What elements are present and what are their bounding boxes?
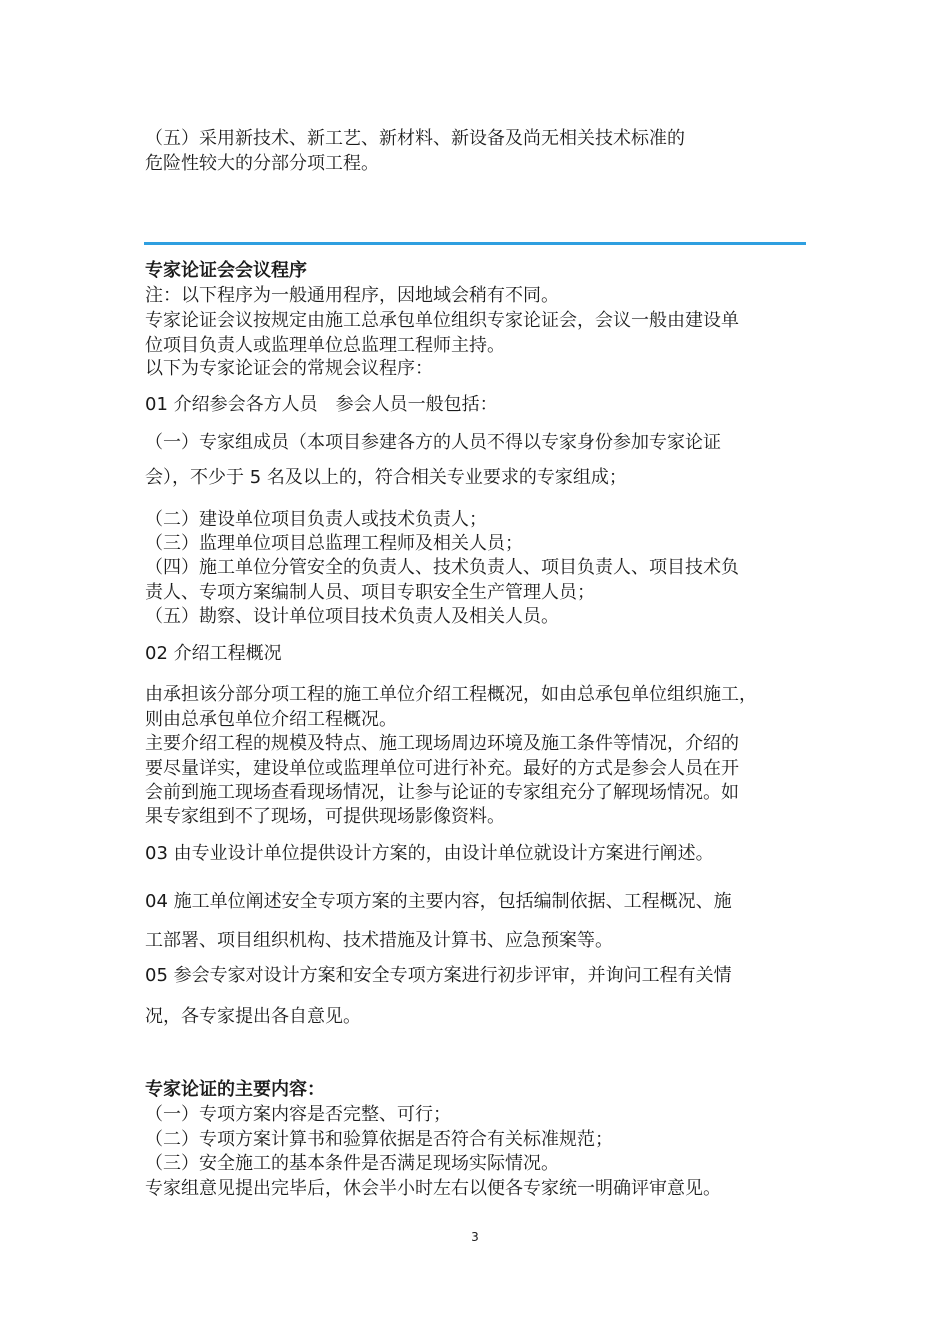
step-02-text: 主要介绍工程的规模及特点、施工现场周边环境及施工条件等情况，介绍的 [145, 733, 739, 754]
step-01-item: （四）施工单位分管安全的负责人、技术负责人、项目负责人、项目技术负 [145, 557, 739, 578]
step-04-title: 工部署、项目组织机构、技术措施及计算书、应急预案等。 [145, 930, 613, 951]
step-05-title: 况，各专家提出各自意见。 [145, 1006, 361, 1027]
procedure-paragraph-line: 以下为专家论证会的常规会议程序： [145, 358, 433, 379]
step-01-item: （三）监理单位项目总监理工程师及相关人员； [145, 533, 523, 554]
step-02-title: 02 介绍工程概况 [145, 643, 282, 664]
step-01-item: （二）建设单位项目负责人或技术负责人； [145, 509, 487, 530]
procedure-paragraph-line: 位项目负责人或监理单位总监理工程师主持。 [145, 335, 505, 356]
procedure-paragraph-line: 专家论证会议按规定由施工总承包单位组织专家论证会，会议一般由建设单 [145, 310, 739, 331]
page-number: 3 [471, 1230, 479, 1244]
section-divider [144, 242, 806, 245]
procedure-note: 注：以下程序为一般通用程序，因地域会稍有不同。 [145, 285, 559, 306]
step-05-title: 05 参会专家对设计方案和安全专项方案进行初步评审，并询问工程有关情 [145, 965, 732, 986]
step-02-text: 则由总承包单位介绍工程概况。 [145, 709, 397, 730]
step-02-text: 果专家组到不了现场，可提供现场影像资料。 [145, 806, 505, 827]
step-01-item: 会），不少于 5 名及以上的，符合相关专业要求的专家组成； [145, 467, 627, 488]
step-04-title: 04 施工单位阐述安全专项方案的主要内容，包括编制依据、工程概况、施 [145, 891, 732, 912]
step-02-text: 要尽量详实，建设单位或监理单位可进行补充。最好的方式是参会人员在开 [145, 758, 739, 779]
step-03-title: 03 由专业设计单位提供设计方案的，由设计单位就设计方案进行阐述。 [145, 843, 714, 864]
step-02-text: 由承担该分部分项工程的施工单位介绍工程概况，如由总承包单位组织施工， [145, 684, 757, 705]
content-closing: 专家组意见提出完毕后，休会半小时左右以便各专家统一明确评审意见。 [145, 1178, 721, 1199]
step-01-item: （五）勘察、设计单位项目技术负责人及相关人员。 [145, 606, 559, 627]
step-02-text: 会前到施工现场查看现场情况，让参与论证的专家组充分了解现场情况。如 [145, 782, 739, 803]
content-item: （二）专项方案计算书和验算依据是否符合有关标准规范； [145, 1129, 613, 1150]
content-heading: 专家论证的主要内容： [145, 1079, 325, 1100]
intro-line-2: 危险性较大的分部分项工程。 [145, 153, 379, 174]
step-01-title: 01 介绍参会各方人员 参会人员一般包括： [145, 394, 498, 415]
content-item: （三）安全施工的基本条件是否满足现场实际情况。 [145, 1153, 559, 1174]
intro-line-1: （五）采用新技术、新工艺、新材料、新设备及尚无相关技术标准的 [145, 128, 685, 149]
procedure-heading: 专家论证会会议程序 [145, 260, 307, 281]
step-01-item: （一）专家组成员（本项目参建各方的人员不得以专家身份参加专家论证 [145, 432, 721, 453]
content-item: （一）专项方案内容是否完整、可行； [145, 1104, 451, 1125]
step-01-item: 责人、专项方案编制人员、项目专职安全生产管理人员； [145, 582, 595, 603]
